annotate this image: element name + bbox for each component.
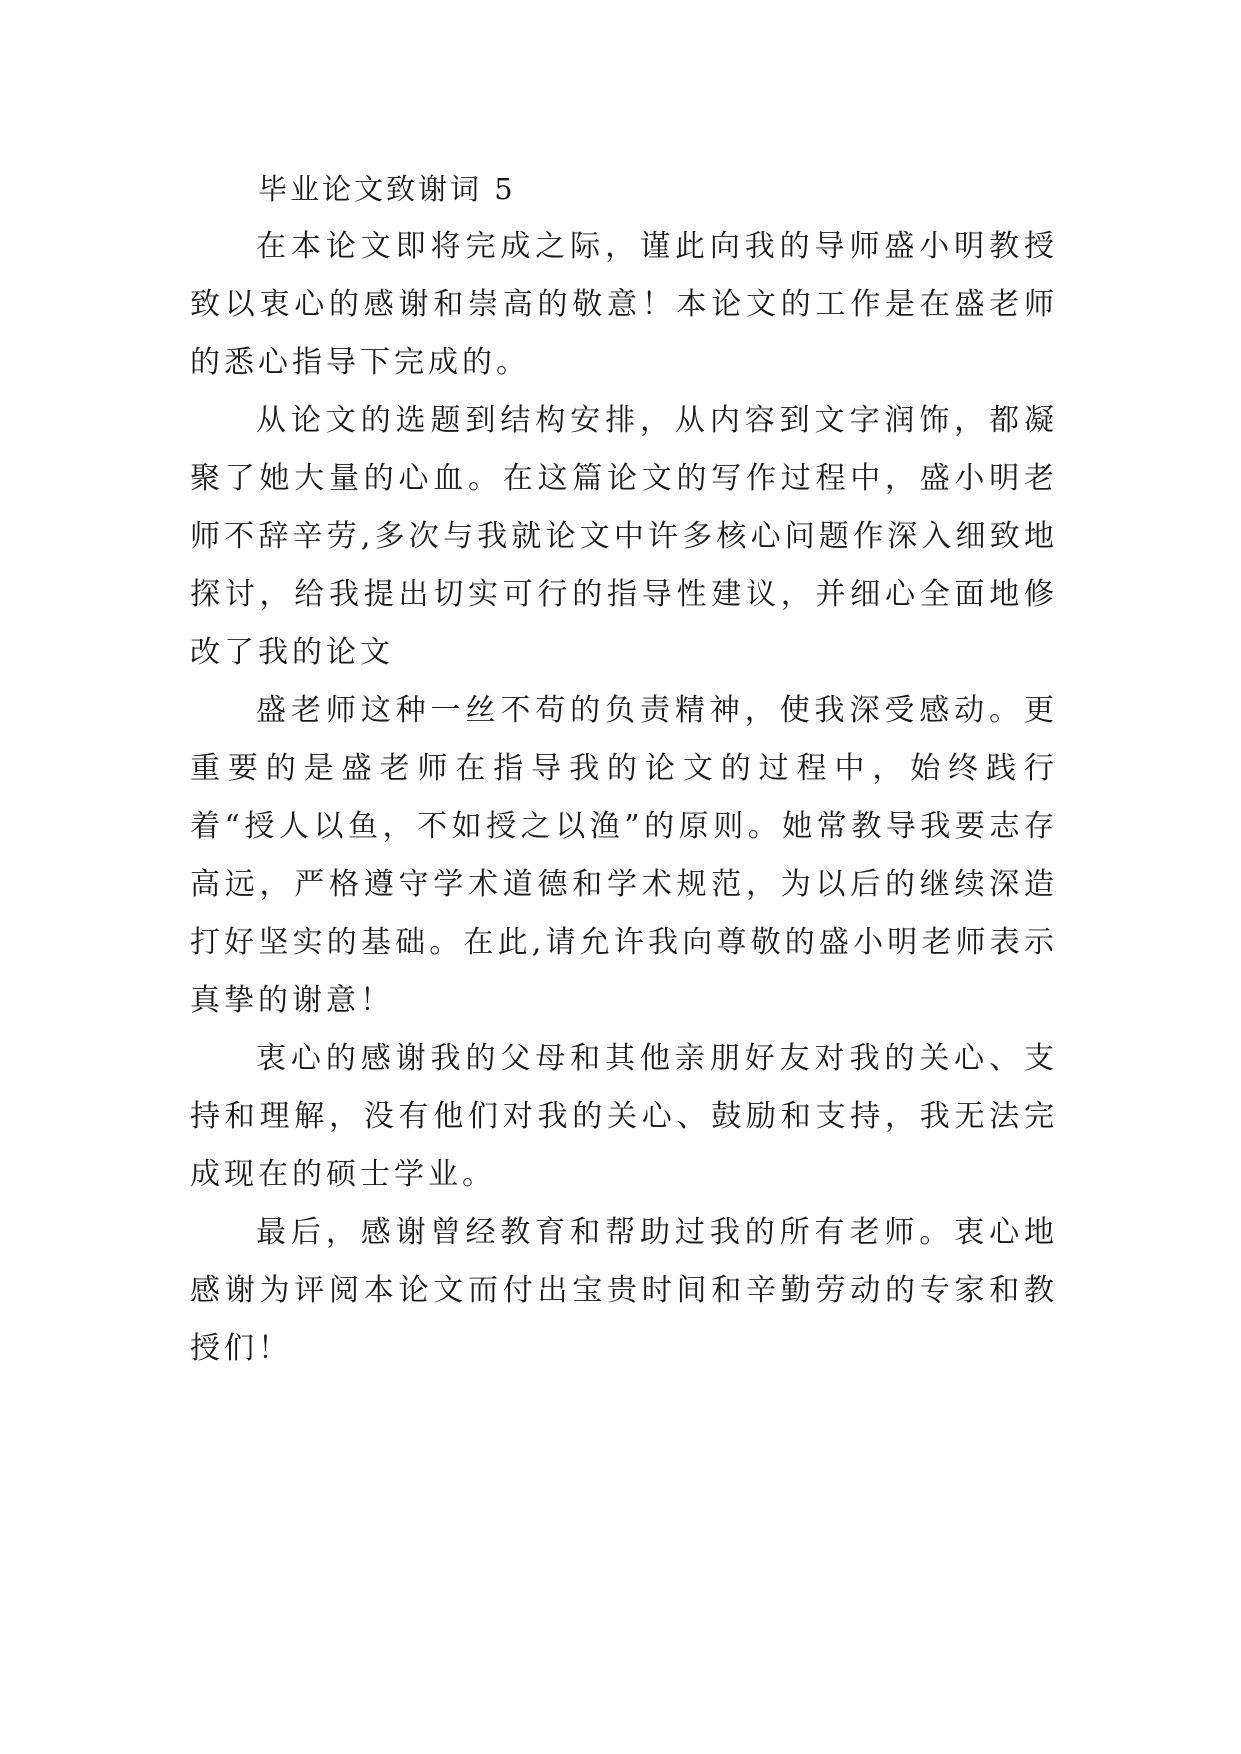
paragraph-2: 从论文的选题到结构安排，从内容到文字润饰，都凝聚了她大量的心血。在这篇论文的写作过程中，盛小明老师不辞辛劳,多次与我就论文中许多核心问题作深入细致地探讨，给我提出切实可行的指导性建议，并细心全面地修改了我的论文	[190, 403, 1058, 670]
paragraph-3: 盛老师这种一丝不苟的负责精神，使我深受感动。更重要的是盛老师在指导我的论文的过程中，始终践行着“授人以鱼，不如授之以渔”的原则。她常教导我要志存高远，严格遵守学术道德和学术规范，为以后的继续深造打好坚实的基础。在此,请允许我向尊敬的盛小明老师表示真挚的谢意！	[190, 693, 1058, 1018]
paragraph-4: 衷心的感谢我的父母和其他亲朋好友对我的关心、支持和理解，没有他们对我的关心、鼓励和支持，我无法完成现在的硕士学业。	[190, 1041, 1058, 1192]
document-title: 毕业论文致谢词 5	[258, 172, 516, 206]
paragraph-1: 在本论文即将完成之际，谨此向我的导师盛小明教授致以衷心的感谢和崇高的敬意！本论文的工作是在盛老师的悉心指导下完成的。	[190, 229, 1058, 380]
document-body	[190, 160, 1058, 1378]
paragraph-5: 最后，感谢曾经教育和帮助过我的所有老师。衷心地感谢为评阅本论文而付出宝贵时间和辛勤劳动的专家和教授们！	[190, 1215, 1058, 1366]
